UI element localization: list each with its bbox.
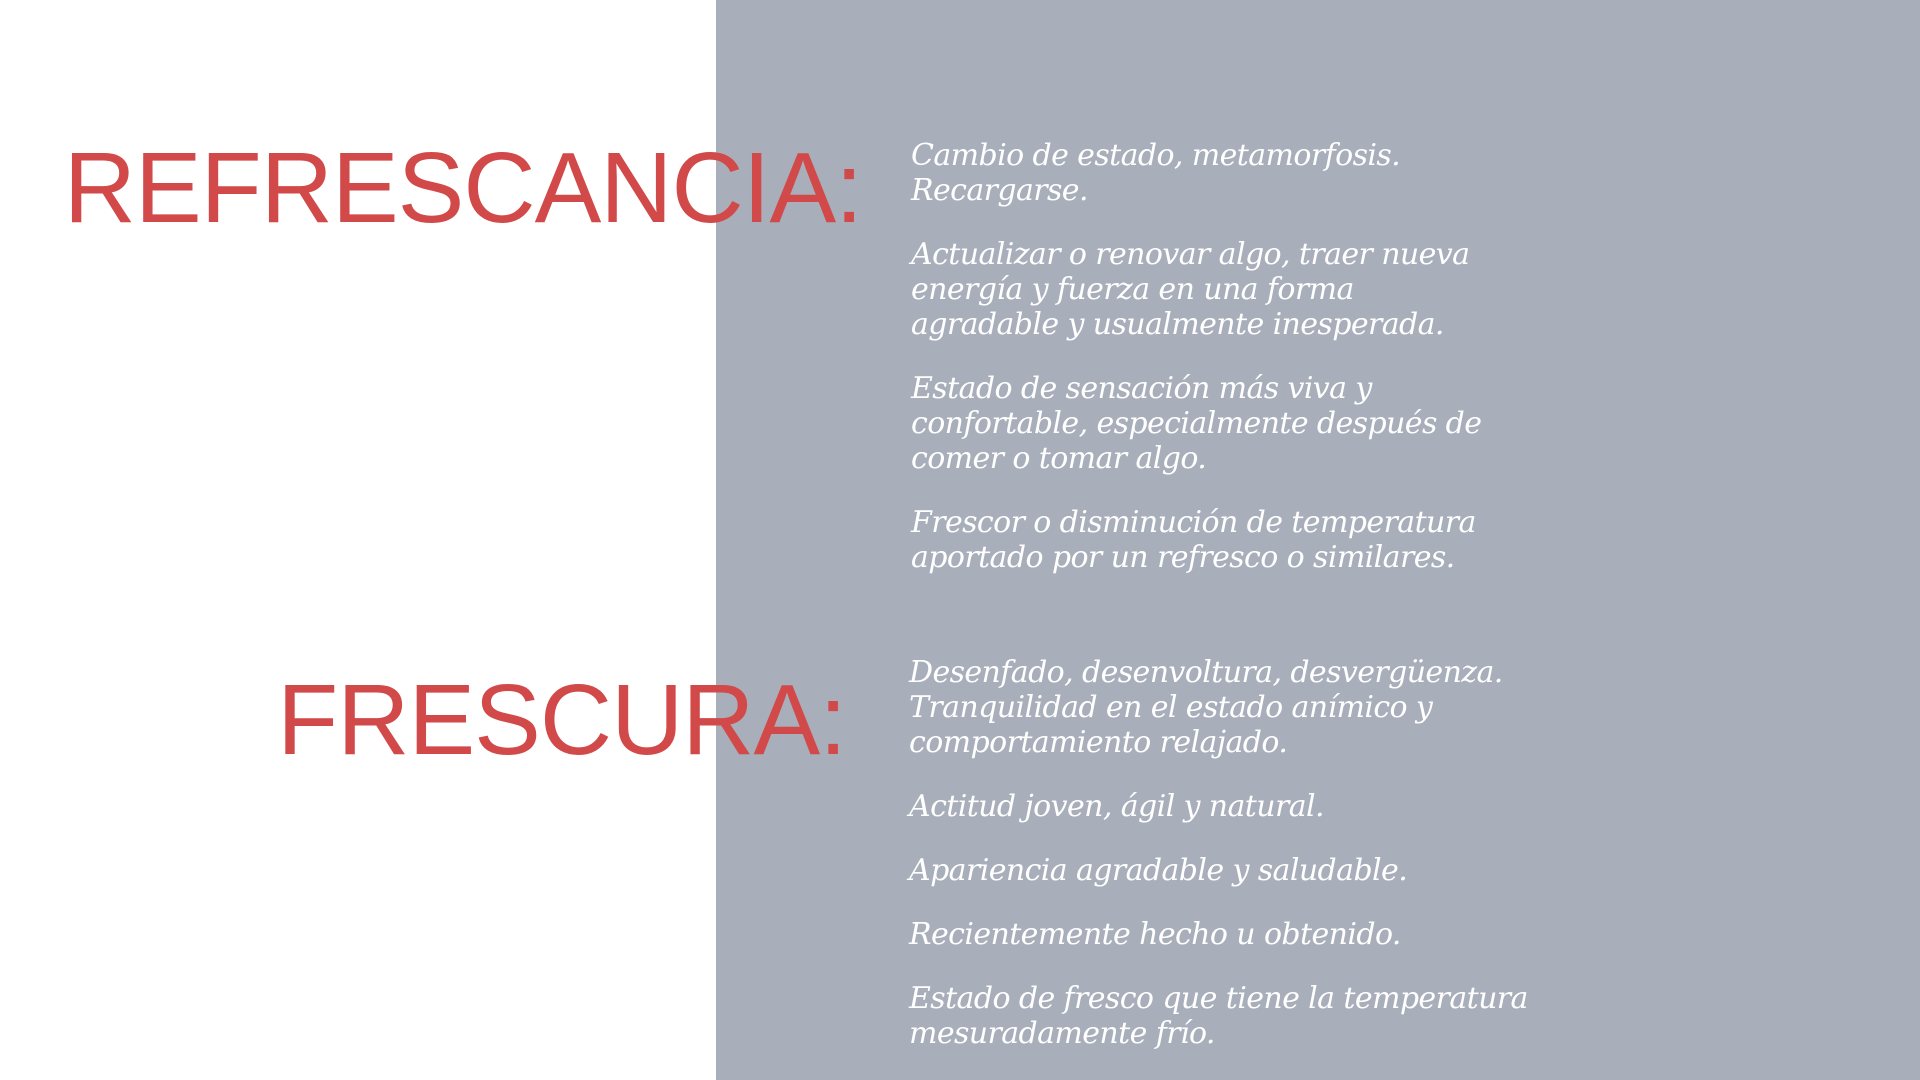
definition-item: Estado de fresco que tiene la temperatura mesuradamente frío. (909, 981, 1528, 1051)
definition-item: Recientemente hecho u obtenido. (909, 917, 1401, 952)
definition-item: Actualizar o renovar algo, traer nueva energía y fuerza en una forma agradable y usualmente inesperada. (911, 237, 1470, 342)
definition-item: Cambio de estado, metamorfosis. Recargarse. (911, 138, 1401, 208)
refrescancia-definitions (911, 138, 1671, 575)
frescura-heading: FRESCURA: (277, 664, 846, 776)
frescura-definitions (909, 655, 1669, 1051)
definition-item: Actitud joven, ágil y natural. (909, 789, 1324, 824)
definition-item: Apariencia agradable y saludable. (909, 853, 1408, 888)
definition-item: Estado de sensación más viva y confortable, especialmente después de comer o tomar algo. (911, 371, 1482, 476)
definition-item: Desenfado, desenvoltura, desvergüenza. Tranquilidad en el estado anímico y comportamiento relajado. (909, 655, 1503, 760)
refrescancia-heading: REFRESCANCIA: (63, 132, 862, 244)
definition-item: Frescor o disminución de temperatura aportado por un refresco o similares. (911, 505, 1476, 575)
